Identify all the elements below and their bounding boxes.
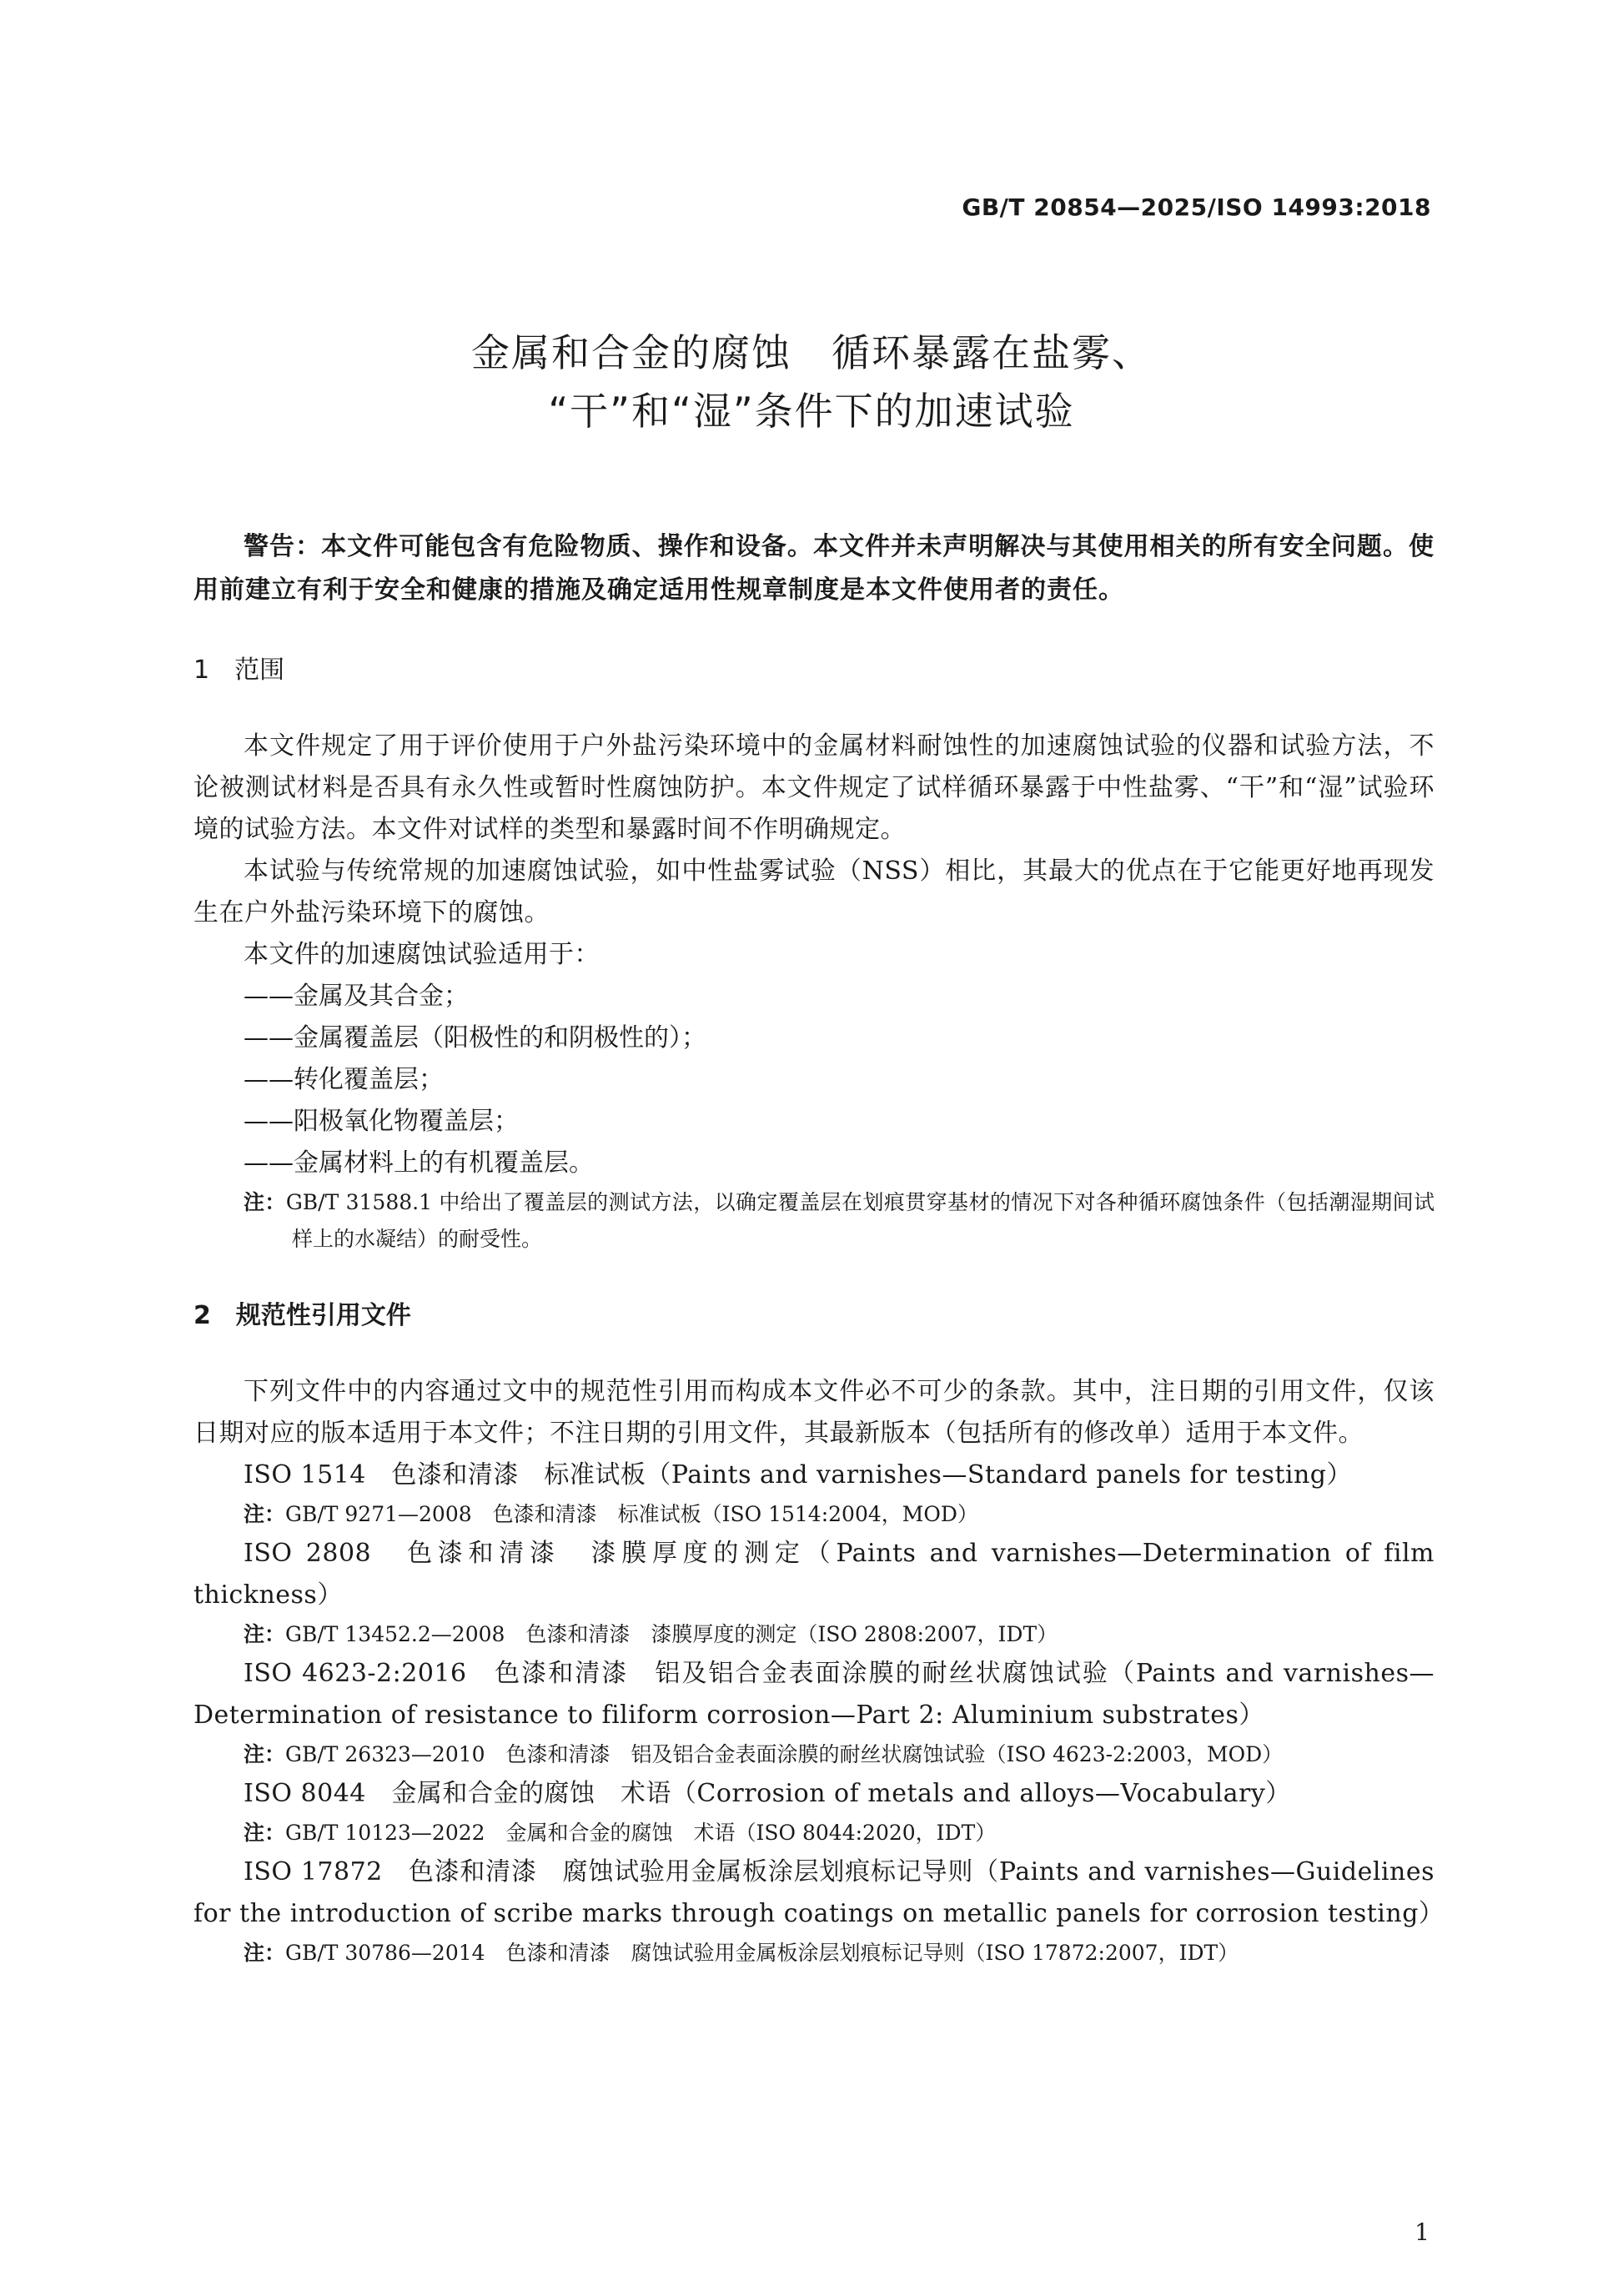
page-number: 1 [1414,2218,1430,2246]
reference-entry: ISO 8044 金属和合金的腐蚀 术语（Corrosion of metals and alloys—Vocabulary） [244,1779,1291,1808]
note-text: GB/T 9271—2008 色漆和清漆 标准试板（ISO 1514:2004，MOD） [285,1502,978,1526]
list-item: ——金属及其合金； [244,982,469,1011]
list-item: ——转化覆盖层； [244,1065,444,1094]
scope-note [244,1184,1435,1258]
reference-entry: ISO 4623-2:2016 色漆和清漆 铝及铝合金表面涂膜的耐丝状腐蚀试验（Paints and varnishes—Determination of resistance to filiform corrosion—Part 2: Aluminium substrates） [193,1659,1435,1730]
scope-paragraph: 本文件规定了用于评价使用于户外盐污染环境中的金属材料耐蚀性的加速腐蚀试验的仪器和试验方法，不论被测试材料是否具有永久性或暂时性腐蚀防护。本文件规定了试样循环暴露于中性盐雾、“干”和“湿”试验环境的试验方法。本文件对试样的类型和暴露时间不作明确规定。 [193,731,1435,844]
note-text: GB/T 30786—2014 色漆和清漆 腐蚀试验用金属板涂层划痕标记导则（ISO 17872:2007，IDT） [285,1941,1239,1965]
note-label: 注： [244,1502,286,1526]
reference-note [244,1815,1435,1851]
document-title [0,324,1623,440]
reference-entry: ISO 2808 色漆和清漆 漆膜厚度的测定（Paints and varnishes—Determination of film thickness） [193,1539,1435,1610]
references-intro: 下列文件中的内容通过文中的规范性引用而构成本文件必不可少的条款。其中，注日期的引用文件，仅该日期对应的版本适用于本文件；不注日期的引用文件，其最新版本（包括所有的修改单）适用于本文件。 [193,1377,1435,1448]
scope-paragraph: 本试验与传统常规的加速腐蚀试验，如中性盐雾试验（NSS）相比，其最大的优点在于它能更好地再现发生在户外盐污染环境下的腐蚀。 [193,857,1435,927]
title-line-1: 金属和合金的腐蚀 循环暴露在盐雾、 [471,330,1152,375]
note-label: 注： [244,1190,286,1214]
reference-note [244,1616,1435,1653]
standard-number: GB/T 20854—2025/ISO 14993:2018 [962,193,1431,221]
list-item: ——金属材料上的有机覆盖层。 [244,1148,594,1178]
note-text: GB/T 31588.1 中给出了覆盖层的测试方法，以确定覆盖层在划痕贯穿基材的情况下对各种循环腐蚀条件（包括潮湿期间试样上的水凝结）的耐受性。 [285,1190,1435,1251]
note-label: 注： [244,1742,286,1766]
section-2-heading: 2 规范性引用文件 [193,1301,411,1330]
note-text: GB/T 13452.2—2008 色漆和清漆 漆膜厚度的测定（ISO 2808:2007，IDT） [285,1622,1058,1646]
reference-entry: ISO 17872 色漆和清漆 腐蚀试验用金属板涂层划痕标记导则（Paints and varnishes—Guidelines for the introduction of scribe marks through coatings on metallic panels for corrosion testing） [193,1857,1445,1928]
reference-note [244,1496,1435,1533]
reference-entry: ISO 1514 色漆和清漆 标准试板（Paints and varnishes—Standard panels for testing） [244,1460,1353,1490]
note-label: 注： [244,1622,286,1646]
note-label: 注： [244,1821,286,1845]
note-label: 注： [244,1941,286,1965]
document-body [193,525,1445,1972]
safety-warning: 警告：本文件可能包含有危险物质、操作和设备。本文件并未声明解决与其使用相关的所有安全问题。使用前建立有利于安全和健康的措施及确定适用性规章制度是本文件使用者的责任。 [193,532,1435,605]
title-line-2: “干”和“湿”条件下的加速试验 [548,389,1075,434]
note-text: GB/T 10123—2022 金属和合金的腐蚀 术语（ISO 8044:2020，IDT） [285,1821,997,1845]
list-item: ——阳极氧化物覆盖层； [244,1107,519,1136]
note-text: GB/T 26323—2010 色漆和清漆 铝及铝合金表面涂膜的耐丝状腐蚀试验（ISO 4623-2:2003，MOD） [285,1742,1284,1766]
list-item: ——金属覆盖层（阳极性的和阴极性的）； [244,1023,706,1053]
scope-paragraph: 本文件的加速腐蚀试验适用于： [244,940,600,969]
reference-note [244,1935,1435,1972]
reference-note [244,1736,1435,1773]
section-1-heading: 1 范围 [193,656,285,685]
